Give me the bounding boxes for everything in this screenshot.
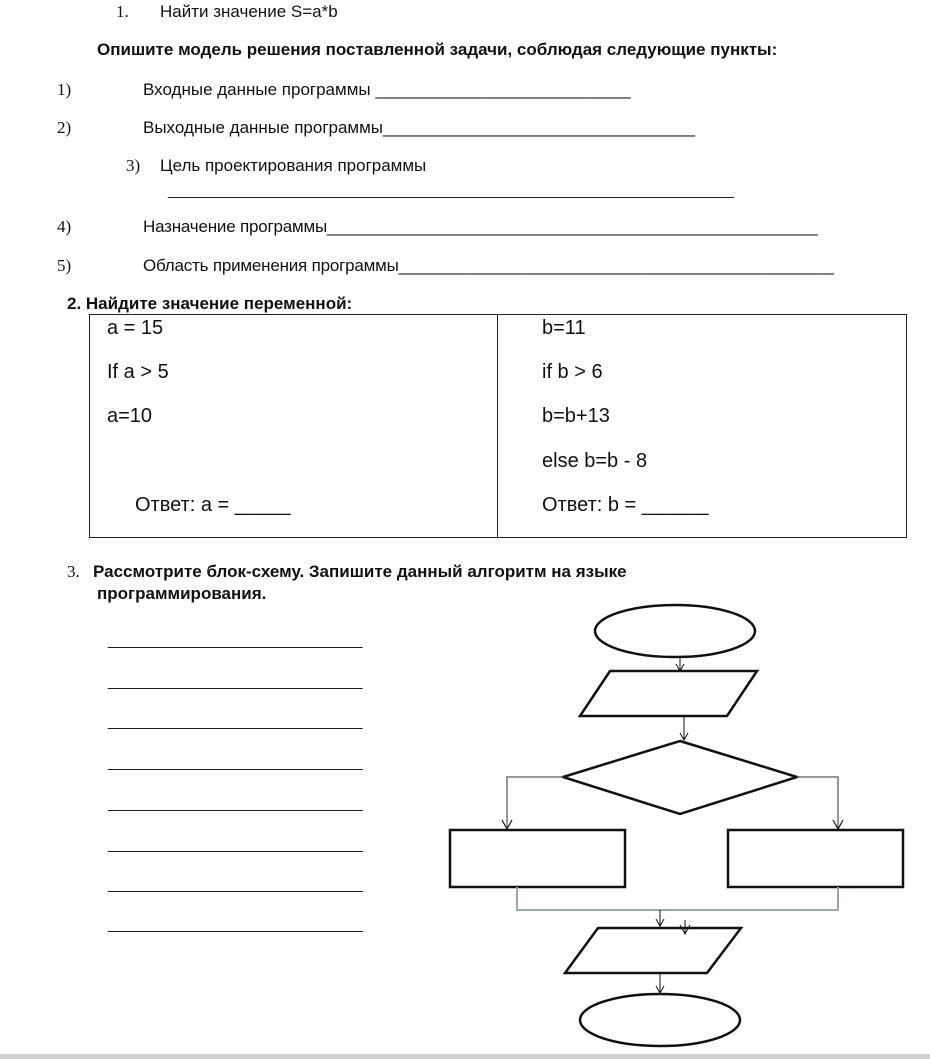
- page-bottom-edge: [0, 1054, 930, 1059]
- answer-line-7: ________________________________: [108, 876, 363, 893]
- flowchart-start-terminal: [595, 605, 755, 657]
- flowchart-input-parallelogram: [580, 671, 757, 716]
- task3-title-line-2: программирования.: [97, 584, 267, 603]
- answer-line-2: ________________________________: [108, 673, 363, 690]
- flowchart-process-right: [728, 830, 903, 887]
- left-code-line-1: a = 15: [107, 317, 164, 339]
- task1-text: Найти значение S=a*b: [160, 2, 338, 21]
- flowchart-output-parallelogram: [565, 928, 741, 973]
- item-1-label: Входные данные программы ___________________________: [143, 80, 631, 99]
- task3-number: 3.: [67, 562, 80, 581]
- right-code-line-3: b=b+13: [542, 405, 610, 427]
- flowchart-process-left: [450, 830, 625, 887]
- right-code-line-1: b=11: [542, 317, 586, 339]
- item-4-label: Назначение программы_____________________________________________________: [143, 217, 818, 236]
- answer-line-4: ________________________________: [108, 754, 363, 771]
- task2-title: 2. Найдите значение переменной:: [67, 294, 353, 313]
- answer-line-6: ________________________________: [108, 836, 363, 853]
- flowchart-end-terminal: [580, 994, 740, 1046]
- left-code-line-2: If a > 5: [107, 361, 169, 383]
- answer-line-8: ________________________________: [108, 916, 363, 933]
- instruction-heading: Опишите модель решения поставленной задачи, соблюдая следующие пункты:: [97, 40, 778, 59]
- right-code-line-4: else b=b - 8: [542, 450, 648, 472]
- item-5-label: Область применения программы_______________________________________________: [143, 256, 834, 275]
- left-code-line-3: a=10: [107, 405, 153, 427]
- item-5-number: 5): [57, 256, 72, 275]
- item-1-number: 1): [57, 80, 72, 99]
- right-answer: Ответ: b = ______: [542, 494, 709, 516]
- item-3-number: 3): [126, 156, 141, 175]
- flowchart-branch-left: [507, 777, 563, 829]
- answer-line-3: ________________________________: [108, 713, 363, 730]
- answer-line-5: ________________________________: [108, 795, 363, 812]
- item-4-number: 4): [57, 217, 72, 236]
- item-3-label: Цель проектирования программы: [160, 156, 427, 175]
- right-code-line-2: if b > 6: [542, 361, 603, 383]
- item-2-label: Выходные данные программы_________________________________: [143, 118, 696, 137]
- task1-number: 1.: [116, 2, 129, 21]
- answer-line-1: ________________________________: [108, 632, 363, 649]
- flowchart-branch-right: [797, 777, 838, 829]
- task3-title-line-1: Рассмотрите блок-схему. Запишите данный алгоритм на языке: [93, 562, 627, 581]
- left-answer: Ответ: a = _____: [135, 494, 291, 516]
- flowchart-merge-line: [517, 887, 838, 910]
- flowchart-decision-diamond: [563, 741, 797, 814]
- item-2-number: 2): [57, 118, 72, 137]
- item-3-answer-line: _________________________________________________________________________: [168, 182, 734, 199]
